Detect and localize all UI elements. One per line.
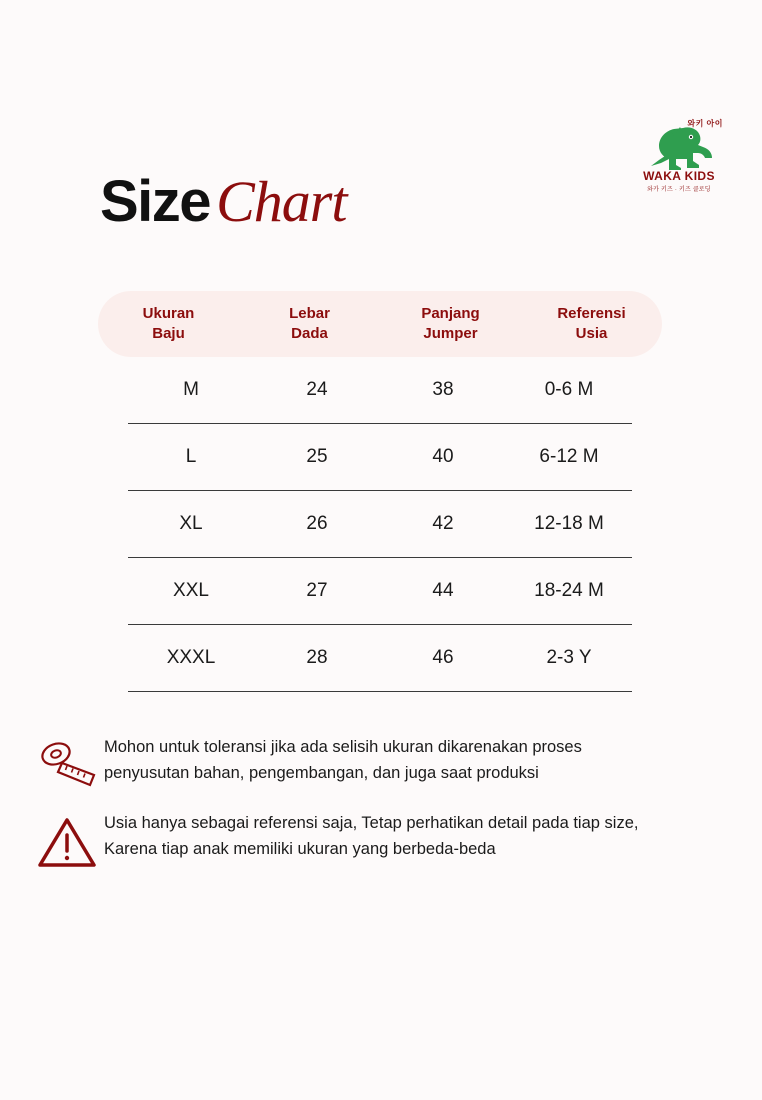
brand-korean-top: 와키 아이 [687, 119, 723, 128]
cell-size: XXXL [166, 647, 216, 668]
cell-age: 18-24 M [534, 580, 604, 601]
column-header-lebar-dada [239, 304, 380, 345]
cell-age: 2-3 Y [546, 647, 592, 668]
cell-size: M [183, 379, 199, 400]
cell-size: XXL [173, 580, 209, 601]
cell-chest: 27 [306, 580, 328, 601]
cell-size: L [185, 446, 197, 467]
cell-chest: 26 [306, 513, 328, 534]
table-row [128, 357, 632, 424]
page-title-chart: Chart [216, 169, 347, 234]
cell-chest: 28 [306, 647, 328, 668]
cell-chest: 25 [306, 446, 328, 467]
cell-length: 38 [432, 379, 454, 400]
notes-section [30, 735, 730, 893]
column-header-line2: Baju [152, 325, 185, 342]
note-age-reference [30, 811, 730, 871]
cell-length: 46 [432, 647, 454, 668]
page-title-size: Size [100, 169, 211, 234]
cell-chest: 24 [306, 379, 328, 400]
dinosaur-icon [643, 125, 715, 171]
note-tolerance [30, 735, 730, 789]
brand-subtitle: 와카 키즈 · 키즈 클로딩 [647, 187, 711, 193]
column-header-ukuran-baju [98, 304, 239, 345]
column-header-line2: Usia [575, 325, 608, 342]
note-text: Mohon untuk toleransi jika ada selisih ukuran dikarenakan proses penyusutan bahan, pengembangan, dan juga saat produksi [104, 738, 582, 782]
column-header-line2: Jumper [423, 325, 478, 342]
table-row [128, 558, 632, 625]
warning-triangle-icon [30, 811, 104, 871]
column-header-line1: Ukuran [142, 304, 195, 322]
column-header-line2: Dada [291, 325, 328, 342]
table-header-row [98, 291, 662, 357]
column-header-line1: Referensi [557, 304, 626, 322]
column-header-line1: Panjang [421, 304, 480, 322]
table-row [128, 625, 632, 692]
brand-logo [631, 118, 727, 214]
cell-length: 42 [432, 513, 454, 534]
table-row [128, 491, 632, 558]
column-header-line1: Lebar [289, 304, 330, 322]
column-header-panjang-jumper [380, 304, 521, 345]
page-title [100, 168, 346, 235]
measuring-tape-icon [30, 735, 104, 789]
cell-length: 44 [432, 580, 454, 601]
cell-age: 6-12 M [539, 446, 599, 467]
cell-age: 12-18 M [534, 513, 604, 534]
note-text: Usia hanya sebagai referensi saja, Tetap perhatikan detail pada tiap size, Karena tiap anak memiliki ukuran yang berbeda-beda [104, 814, 639, 858]
cell-length: 40 [432, 446, 454, 467]
cell-size: XL [179, 513, 203, 534]
column-header-referensi-usia [521, 304, 662, 345]
brand-name: WAKA KIDS [643, 169, 715, 183]
cell-age: 0-6 M [544, 379, 594, 400]
table-row [128, 424, 632, 491]
size-table [98, 291, 662, 692]
